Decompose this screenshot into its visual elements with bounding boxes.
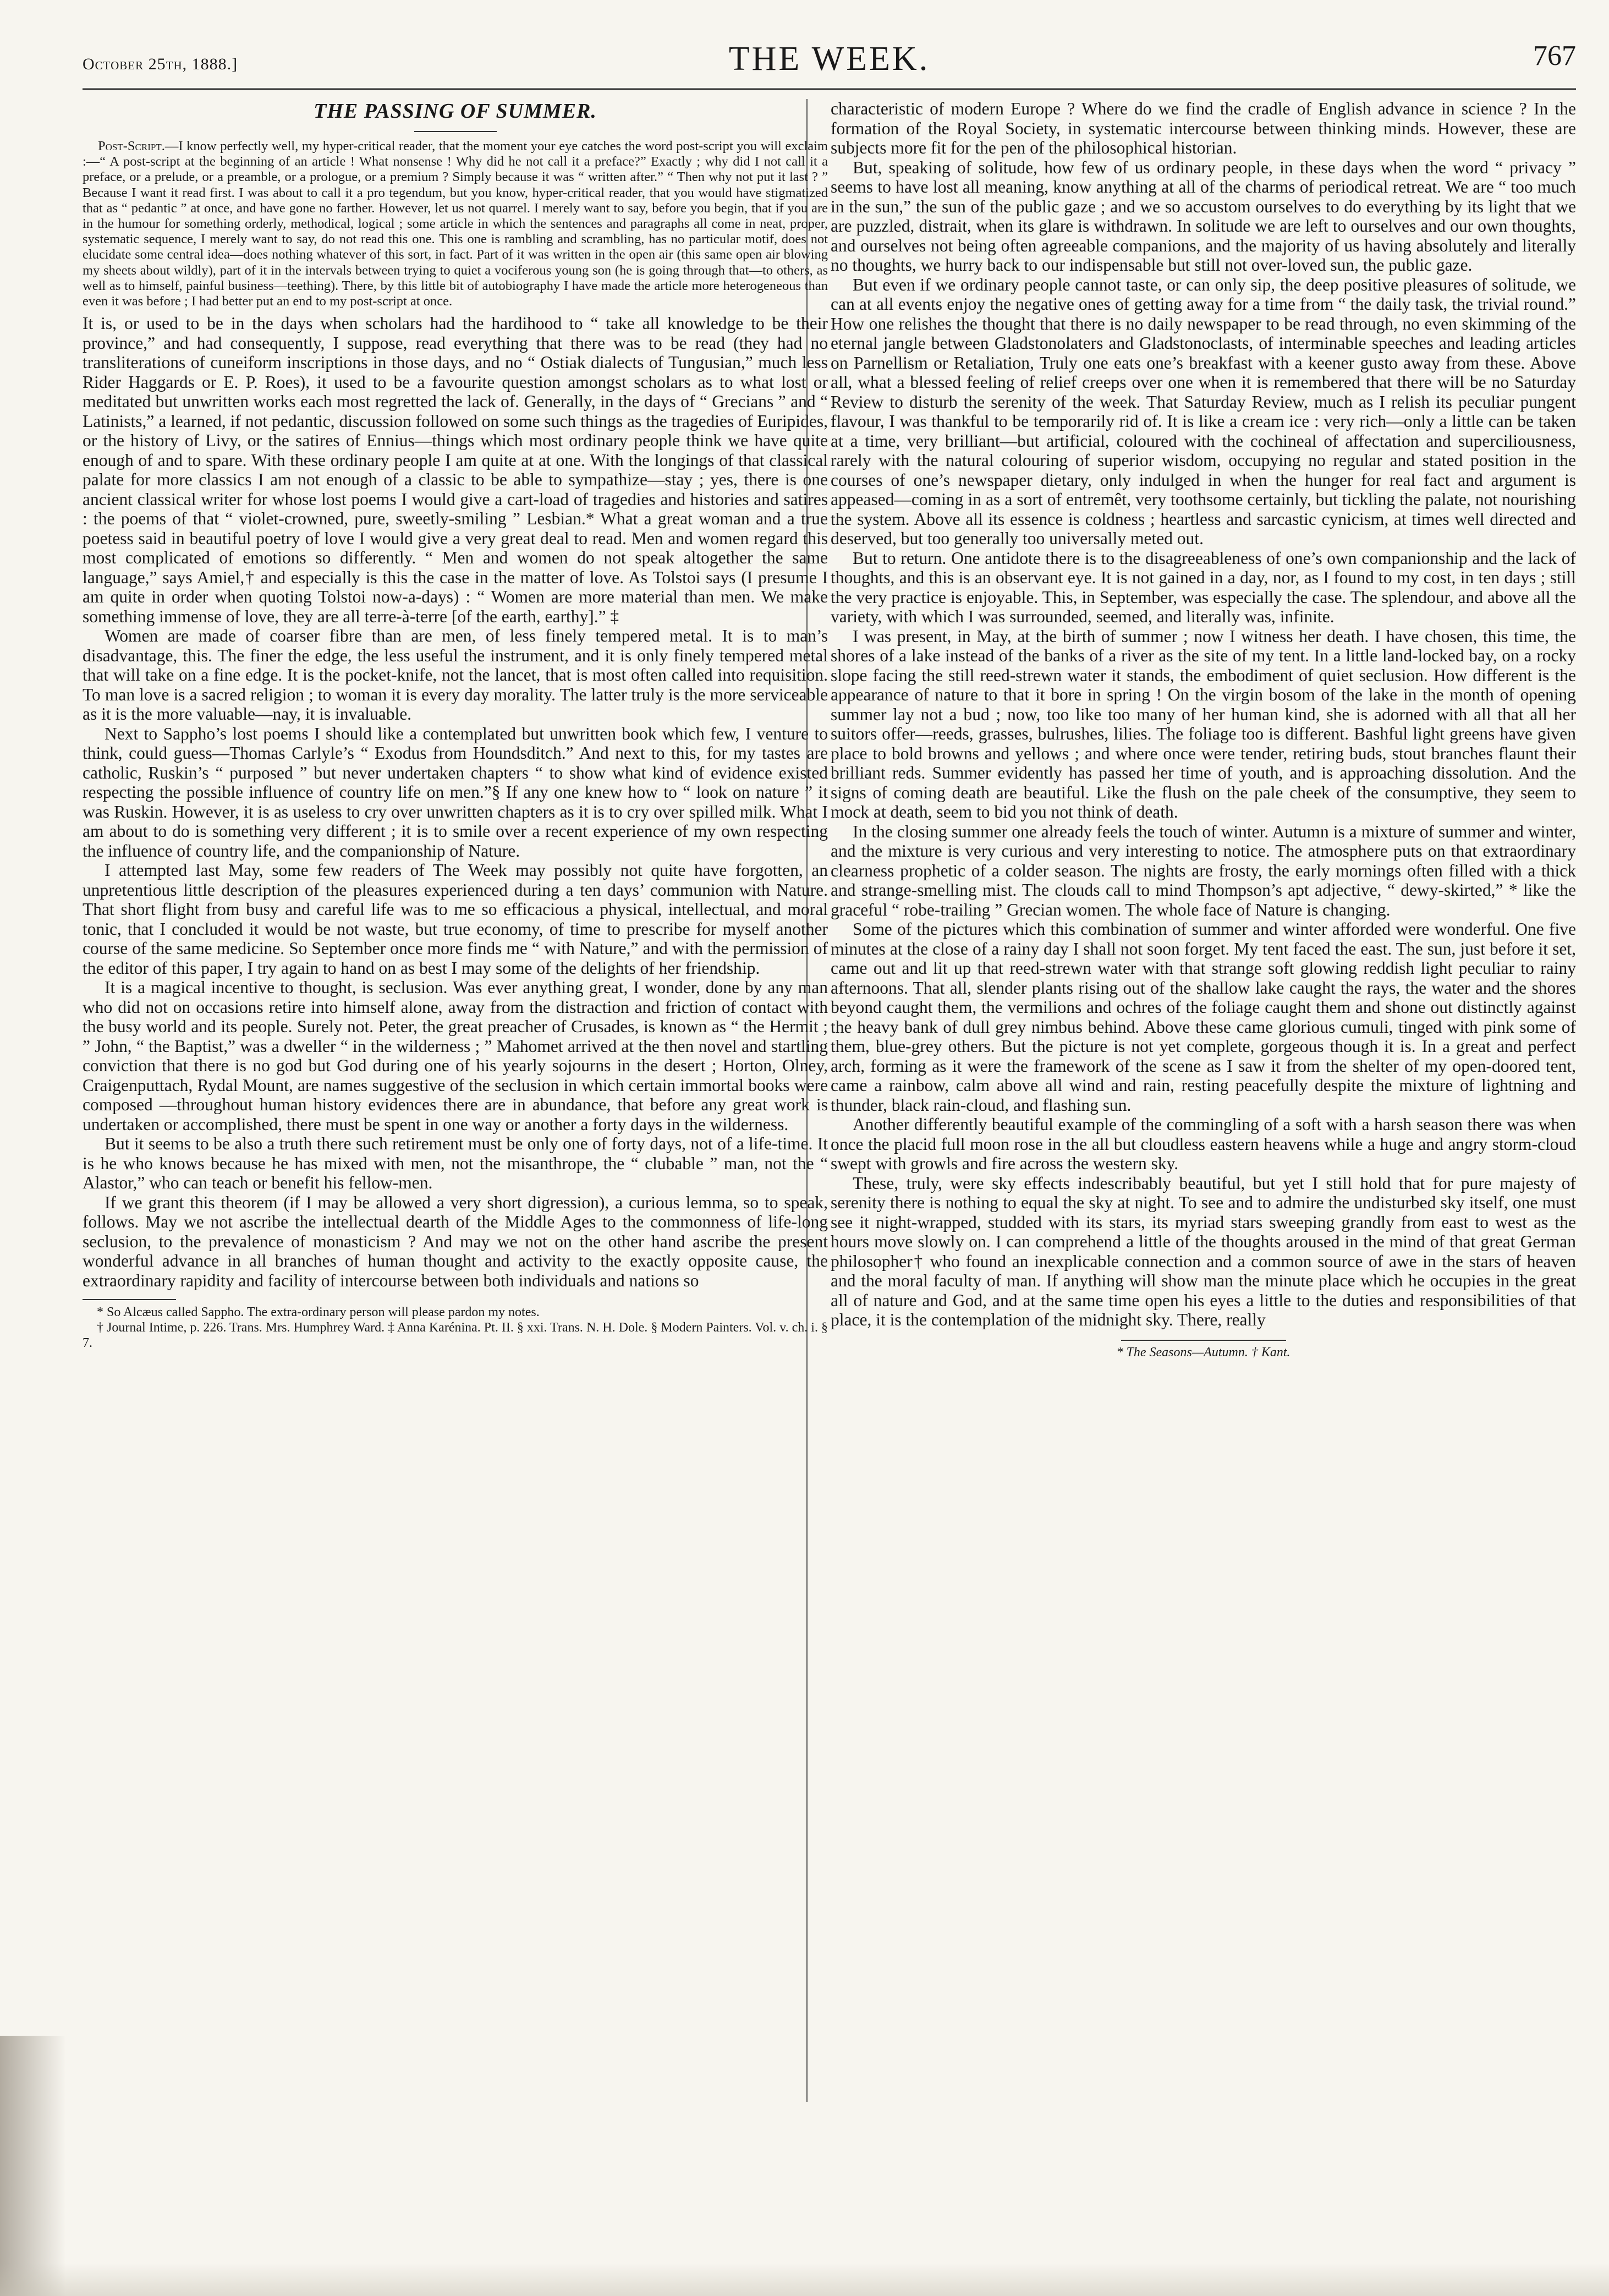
footnote: † Journal Intime, p. 226. Trans. Mrs. Humphrey Ward. ‡ Anna Karénina. Pt. II. § xxi. Trans. N. H. Dole. § Modern Painters. Vol. v. ch. i. § 7. [83,1320,828,1351]
header-rule [83,88,1576,90]
masthead-title: THE WEEK. [728,40,930,78]
page-edge-shadow [0,2036,66,2296]
paragraph: But to return. One antidote there is to the disagreeableness of one’s own companionship and the lack of thoughts, and this is an observant eye. It is not gained in a day, nor, as I found to my cost, in ten days ; still the very practice is enjoyable. This, in September, was especially the case. The splendour, and above all the variety, with which I was surrounded, seemed, and literally was, infinite. [831,548,1576,626]
title-rule [414,131,497,132]
paragraph: But, speaking of solitude, how few of us ordinary people, in these days when the word “ privacy ” seems to have lost all meaning, know anything at all of the charms of periodical retreat. We are “ too much in the sun,” the sun of the public gaze ; and we so accustom ourselves to do everything by its light that we are puzzled, distrait, when its glare is withdrawn. In solitude we are left to ourselves and our own thoughts, and ourselves not being often agreeable companions, and the majority of us having absolutely and literally no thoughts, we hurry back to our indispensable but still not over-loved sun, the public gaze. [831,157,1576,275]
page-number: 767 [1533,40,1576,72]
footnote-rule [83,1299,176,1300]
paragraph: characteristic of modern Europe ? Where do we find the cradle of English advance in science ? In the formation of the Royal Society, in systematic intercourse between thinking minds. However, these are subjects more fit for the pen of the philosophical historian. [831,99,1576,157]
paragraph: Women are made of coarser fibre than are men, of less finely tempered metal. It is to man’s disadvantage, this. The finer the edge, the less useful the instrument, and it is only finely tempered metal that will take on a fine edge. It is the pocket-knife, not the lancet, that is most often called into requisition. To man love is a sacred religion ; to woman it is every day morality. The latter truly is the more serviceable as it is the more valuable—nay, it is invaluable. [83,626,828,724]
page-bottom-shadow [0,2263,1609,2296]
paragraph: But it seems to be also a truth there such retirement must be only one of forty days, not of a life-time. It is he who knows because he has mixed with men, not the misanthrope, the “ clubable ” man, not the “ Alastor,” who can teach or benefit his fellow-men. [83,1134,828,1193]
right-column [831,99,1576,1360]
page-header [83,32,1576,81]
article-title: THE PASSING OF SUMMER. [314,100,597,123]
paragraph: In the closing summer one already feels the touch of winter. Autumn is a mixture of summer and winter, and the mixture is very curious and very interesting to notice. The atmosphere puts on that extraordinary clearness prophetic of a colder season. The nights are frosty, the early mornings often filled with a thick and strange-smelling mist. The clouds call to mind Thompson’s apt adjective, “ dewy-skirted,” * like the graceful “ robe-trailing ” Grecian women. The whole face of Nature is changing. [831,821,1576,919]
paragraph: These, truly, were sky effects indescribably beautiful, but yet I still hold that for pure majesty of serenity there is nothing to equal the sky at night. To see and to admire the undisturbed sky itself, one must see it night-wrapped, studded with its stars, its myriad stars sweeping grandly from east to west as the hours move slowly on. I can comprehend a little of the thoughts aroused in the mind of that great German philosopher† who found an inexplicable connection and a common source of awe in the stars of heaven and the moral faculty of man. If anything will show man the minute place which he occupies in the great all of nature and God, and at the same time open his eyes a little to the duties and responsibilities of that place, it is the contemplation of the midnight sky. There, really [831,1173,1576,1329]
footnote: * So Alcæus called Sappho. The extra-ordinary person will please pardon my notes. [97,1305,540,1320]
postscript [83,139,828,309]
postscript-text: —I know perfectly well, my hyper-critical reader, that the moment your eye catches the word post-script you will exclaim :—“ A post-script at the beginning of an article ! What nonsense ! Why did he not call it a preface?” Exactly ; why did I not call it a preface, or a prelude, or a preamble, or a prologue, or a premium ? Simply because it was “ written after.” “ Then why not put it last ? ” Because I want it read first. I was about to call it a pro tegendum, but you know, hyper-critical reader, that you would have stigmatized that as “ pedantic ” at once, and have gone no farther. However, let us not quarrel. I merely want to say, before you begin, that if you are in the humour for something orderly, methodical, logical ; some article in which the sentences and paragraphs all come in neat, proper, systematic sequence, I merely want to say, do not read this one. This one is rambling and scrambling, has no particular motif, does not elucidate some central idea—does nothing whatever of this sort, in fact. Part of it was written in the open air (this same open air blowing my sheets about wildly), part of it in the intervals between trying to quiet a vociferous young son (he is going through that—to others, as well as to himself, painful business—teething). There, by this little bit of autobiography I have made the article more heterogeneous than even it was before ; I had better put an end to my post-script at once. [83,139,828,309]
issue-date: October 25th, 1888.] [83,55,238,73]
paragraph: I attempted last May, some few readers of The Week may possibly not quite have forgotten, an unpretentious little description of the pleasures experienced during a ten days’ communion with Nature. That short flight from busy and careful life was to me so efficacious a physical, intellectual, and moral tonic, that I concluded it would be not waste, but true economy, of time to prescribe for myself another course of the same medicine. So September once more finds me “ with Nature,” and with the permission of the editor of this paper, I try again to hand on as best I may some of the delights of her friendship. [83,861,828,978]
paragraph: Some of the pictures which this combination of summer and winter afforded were wonderful. One five minutes at the close of a rainy day I shall not soon forget. My tent faced the east. The sun, just before it set, came out and lit up that reed-strewn water with that strange soft glowing reddish light peculiar to rainy afternoons. That all, slender plants rising out of the shallow lake caught the rays, the water and the shores beyond caught them, the vermilions and ochres of the foliage caught them and shone out distinctly against the heavy bank of dull grey nimbus behind. Above these came glorious cumuli, tinged with pink some of them, blue-grey others. But the picture is not yet complete, gorgeous though it is. In a great and perfect arch, forming as it were the framework of the scene as I saw it from the shelter of my open-doored tent, came a rainbow, calm above all wind and rain, resting peacefully despite the mixture of lightning and thunder, black rain-cloud, and flashing sun. [831,919,1576,1115]
paragraph: It is a magical incentive to thought, is seclusion. Was ever anything great, I wonder, done by any man who did not on occasions retire into himself alone, away from the distraction and friction of contact with the busy world and its people. Surely not. Peter, the great preacher of Crusades, is known as “ the Hermit ; ” John, “ the Baptist,” was a dweller “ in the wilderness ; ” Mahomet arrived at the then novel and startling conviction that there is no god but God during one of his yearly sojourns in the desert ; Horton, Olney, Craigenputtach, Rydal Mount, are names suggestive of the seclusion in which certain immortal books were composed —throughout human history evidences there are in abundance, that before any great work is undertaken or accomplished, there must be spent in one way or another a forty days in the wilderness. [83,978,828,1134]
left-column [83,99,828,1351]
footnote-rule [1121,1340,1286,1341]
paragraph: Another differently beautiful example of the commingling of a soft with a harsh season there was when once the placid full moon rose in the all but cloudless eastern heavens while a huge and angry storm-cloud swept with growls and fire across the western sky. [831,1115,1576,1173]
paragraph: It is, or used to be in the days when scholars had the hardihood to “ take all knowledge to be their province,” and had consequently, I suppose, read everything that there was to be read (they had no transliterations of cuneiform inscriptions in those days, and no “ Ostiak dialects of Tungusian,” much less Rider Haggards or E. P. Roes), it used to be a favourite question amongst scholars as to what lost or meditated but unwritten works each most regretted the lack of. Generally, in the days of “ Grecians ” and “ Latinists,” a learned, if not pedantic, discussion followed on some such things as the tragedies of Euripides, or the history of Livy, or the satires of Ennius—things which most ordinary people think we have quite enough of and to spare. With these ordinary people I am quite at at one. With the longings of that classical palate for more classics I am not enough of a classic to be able to sympathize—stay ; yes, there is one ancient classical writer for whose lost poems I would give a cart-load of tragedies and histories and satires : the poems of that “ violet-crowned, pure, sweetly-smiling ” Lesbian.* What a great woman and a true poetess said in beautiful poetry of love I would give a very great deal to read. Men and women regard this most complicated of emotions so differently. “ Men and women do not speak altogether the same language,” says Amiel,† and especially is this the case in the matter of love. As Tolstoi says (I presume I am quite in order when quoting Tolstoi now-a-days) : “ Women are more material than men. We make something immense of love, they are all terre-à-terre [of the earth, earthy].” ‡ [83,314,828,626]
paragraph: But even if we ordinary people cannot taste, or can only sip, the deep positive pleasures of solitude, we can at all events enjoy the negative ones of getting away for a time from “ the daily task, the trivial round.” How one relishes the thought that there is no daily newspaper to be read through, no even skimming of the eternal jangle between Gladstonolaters and Gladstonoclasts, of interminable speeches and leading articles on Parnellism or Retaliation, Truly one eats one’s breakfast with a keener gusto away from these. Above all, what a blessed feeling of relief creeps over one when it is remembered that there will be no Saturday Review to disturb the serenity of the week. That Saturday Review, much as I relish its peculiar pungent flavour, I was thankful to be temporarily rid of. It is like a cream ice : very rich—only a little can be taken at a time, very brilliant—but artificial, coloured with the cochineal of affectation and superciliousness, rarely with the natural colouring of superior wisdom, occupying no regular and stated position in the courses of one’s newspaper dietary, only indulged in when the hunger for real fact and argument is appeased—coming in as a sort of entremêt, very toothsome certainly, but tickling the palate, not nourishing the system. Above all its essence is coldness ; heartless and sarcastic cynicism, at times well directed and deserved, but too generally too universally meted out. [831,275,1576,548]
paragraph: I was present, in May, at the birth of summer ; now I witness her death. I have chosen, this time, the shores of a lake instead of the banks of a river as the site of my tent. In a little land-locked bay, on a rocky slope facing the still reed-strewn water it stands, the embodiment of quiet seclusion. How different is the appearance of nature to that it bore in spring ! On the virgin bosom of the lake in the month of opening summer lay not a bud ; now, too like too many of her human kind, she is adorned with all that all her suitors offer—reeds, grasses, bulrushes, lilies. The foliage too is different. Bashful light greens have given place to bold browns and yellows ; and where once were tender, retiring buds, stout branches flaunt their brilliant reds. Summer evidently has passed her time of youth, and is approaching dissolution. And the signs of coming death are beautiful. Like the flush on the pale cheek of the consumptive, they seem to mock at death, seem to bid you not think of death. [831,626,1576,821]
footnote: * The Seasons—Autumn. † Kant. [1116,1345,1291,1360]
postscript-lead: Post-Script. [98,139,165,154]
paragraph: Next to Sappho’s lost poems I should like a contemplated but unwritten book which few, I venture to think, could guess—Thomas Carlyle’s “ Exodus from Houndsditch.” And next to this, for my tastes are catholic, Ruskin’s “ purposed ” but never undertaken chapters “ to show what kind of evidence existed respecting the possible influence of country life on men.”§ If any one knew how to “ look on nature ” it was Ruskin. However, it is as useless to cry over unwritten chapters as it is to cry over spilled milk. What I am about to do is something very different ; it is to smile over a recent experience of my own respecting the influence of country life, and the companionship of Nature. [83,724,828,861]
paragraph: If we grant this theorem (if I may be allowed a very short digression), a curious lemma, so to speak, follows. May we not ascribe the intellectual dearth of the Middle Ages to the commonness of life-long seclusion, to the prevalence of monasticism ? And may we not on the other hand ascribe the present wonderful advance in all branches of human thought and activity to the exactly opposite cause, the extraordinary rapidity and facility of intercourse between both individuals and nations so [83,1192,828,1290]
